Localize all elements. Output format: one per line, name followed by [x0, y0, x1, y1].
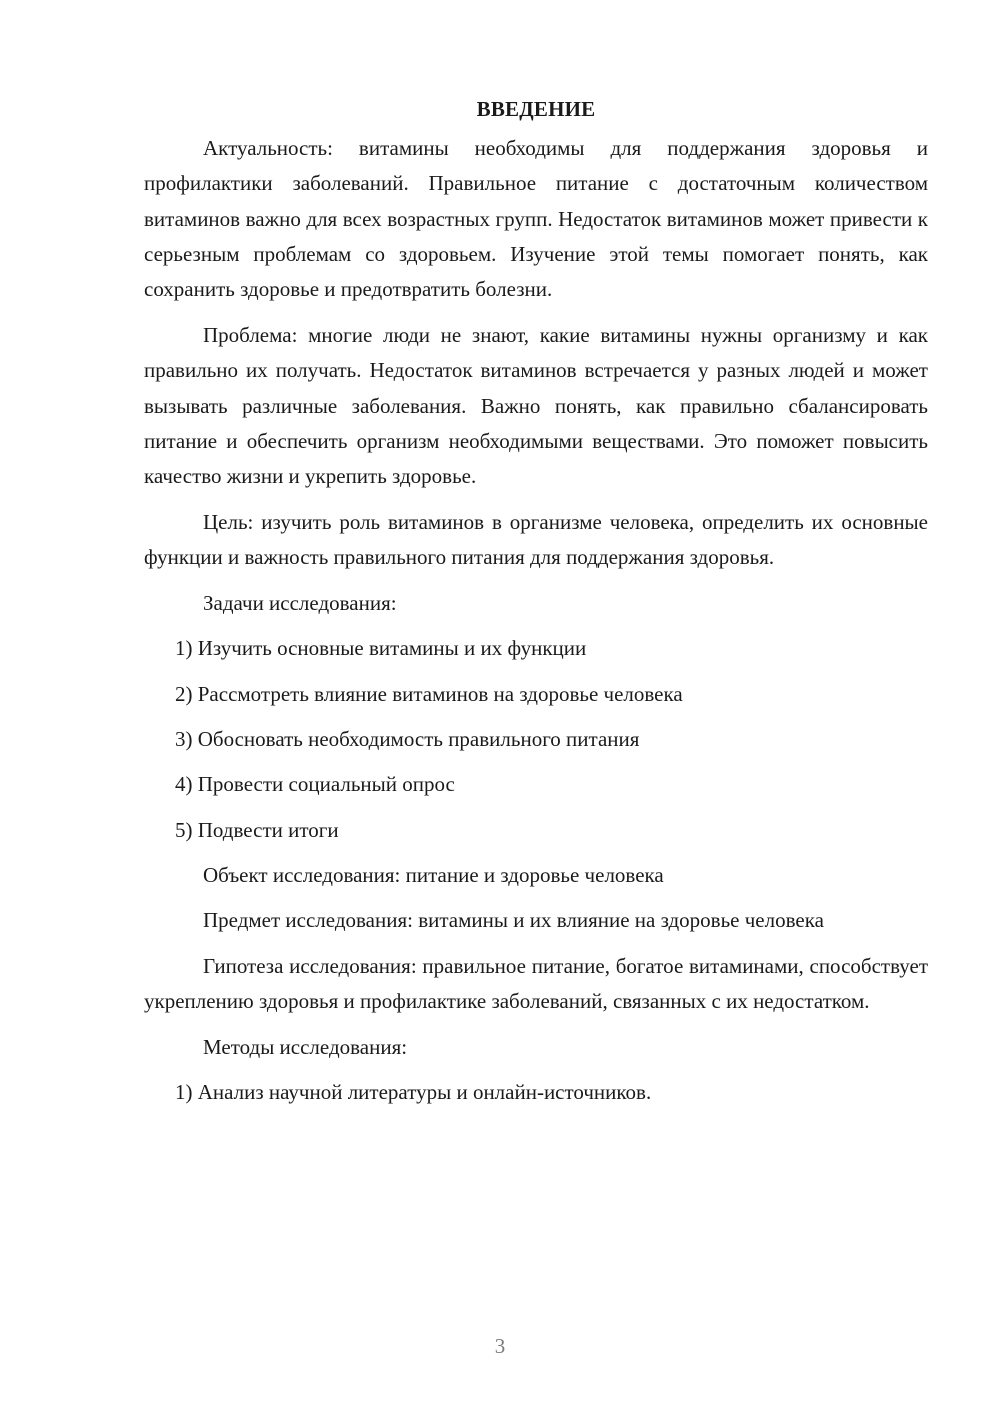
hypothesis-paragraph: Гипотеза исследования: правильное питание, богатое витаминами, способствует укреплению здоровья и профилактике заболеваний, связанных с их недостатком.	[144, 953, 928, 1014]
subject-paragraph: Предмет исследования: витамины и их влияние на здоровье человека	[203, 908, 824, 933]
object-line: Объект исследования: питание и здоровье человека	[203, 862, 664, 887]
page-number: 3	[494, 1334, 506, 1358]
methods-label: Методы исследования:	[203, 1035, 408, 1060]
method-item: 1) Анализ научной литературы и онлайн-источников.	[175, 1080, 652, 1105]
problem-paragraph: Проблема: многие люди не знают, какие витамины нужны организму и как правильно их получать. Недостаток витаминов встречается у разных людей и может вызывать различные заболевания. Важно понять, как правильно сбалансировать питание и обеспечить организм необходимыми веществами. Это поможет повысить качество жизни и укрепить здоровье.	[144, 322, 928, 489]
document-page	[144, 92, 928, 1121]
task-item: 1) Изучить основные витамины и их функции	[175, 636, 587, 661]
task-item: 2) Рассмотреть влияние витаминов на здоровье человека	[175, 681, 683, 706]
task-item: 3) Обосновать необходимость правильного питания	[175, 726, 640, 751]
task-item: 4) Провести социальный опрос	[175, 772, 455, 797]
relevance-paragraph: Актуальность: витамины необходимы для поддержания здоровья и профилактики заболеваний. Правильное питание с достаточным количеством витаминов важно для всех возрастных групп. Недостаток витаминов может привести к серьезным проблемам со здоровьем. Изучение этой темы помогает понять, как сохранить здоровье и предотвратить болезни.	[144, 136, 928, 302]
goal-paragraph: Цель: изучить роль витаминов в организме человека, определить их основные функции и важность правильного питания для поддержания здоровья.	[144, 509, 928, 570]
section-title: ВВЕДЕНИЕ	[476, 97, 596, 121]
tasks-label: Задачи исследования:	[203, 591, 397, 616]
task-item: 5) Подвести итоги	[175, 817, 339, 842]
